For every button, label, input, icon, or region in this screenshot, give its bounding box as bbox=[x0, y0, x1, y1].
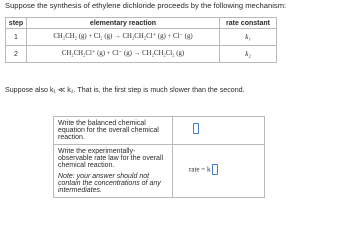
intro-text: Suppose the synthesis of ethylene dichloride proceeds by the following mechanism: bbox=[5, 1, 287, 10]
question-prompt: Write the balanced chemical equation for the overall chemical reaction. bbox=[54, 117, 173, 145]
answer-cell bbox=[173, 117, 265, 145]
question-row bbox=[54, 117, 265, 145]
table-header-row bbox=[6, 18, 277, 29]
rate-constant: k₂ bbox=[220, 46, 277, 63]
reaction-equation: CH₂CH₂Cl⁺ (g) + Cl⁻ (g) → CH₂CH₂Cl₂ (g) bbox=[27, 46, 220, 63]
rate-constant: k₁ bbox=[220, 29, 277, 46]
answer-cell bbox=[173, 145, 265, 198]
header-elementary-reaction: elementary reaction bbox=[27, 18, 220, 29]
rate-label: rate = k bbox=[189, 165, 211, 174]
question-cell bbox=[54, 145, 173, 198]
rate-law-input[interactable] bbox=[212, 164, 218, 175]
header-step: step bbox=[6, 18, 27, 29]
answer-table bbox=[53, 116, 265, 198]
reaction-equation: CH₂CH₂ (g) + Cl₂ (g) → CH₂CH₂Cl⁺ (g) + Cl⁻ (g) bbox=[27, 29, 220, 46]
header-rate-constant: rate constant bbox=[220, 18, 277, 29]
step-number: 1 bbox=[6, 29, 27, 46]
question-prompt: Write the experimentally-observable rate law for the overall chemical reaction. bbox=[58, 148, 164, 169]
equation-input[interactable] bbox=[193, 123, 199, 134]
question-note: Note: your answer should not contain the concentrations of any intermediates. bbox=[58, 173, 161, 194]
assumption-text: Suppose also k₁ ≪ k₂. That is, the first step is much slower than the second. bbox=[5, 86, 245, 94]
mechanism-table bbox=[5, 17, 277, 63]
table-row bbox=[6, 29, 277, 46]
question-row bbox=[54, 145, 265, 198]
step-number: 2 bbox=[6, 46, 27, 63]
table-row bbox=[6, 46, 277, 63]
